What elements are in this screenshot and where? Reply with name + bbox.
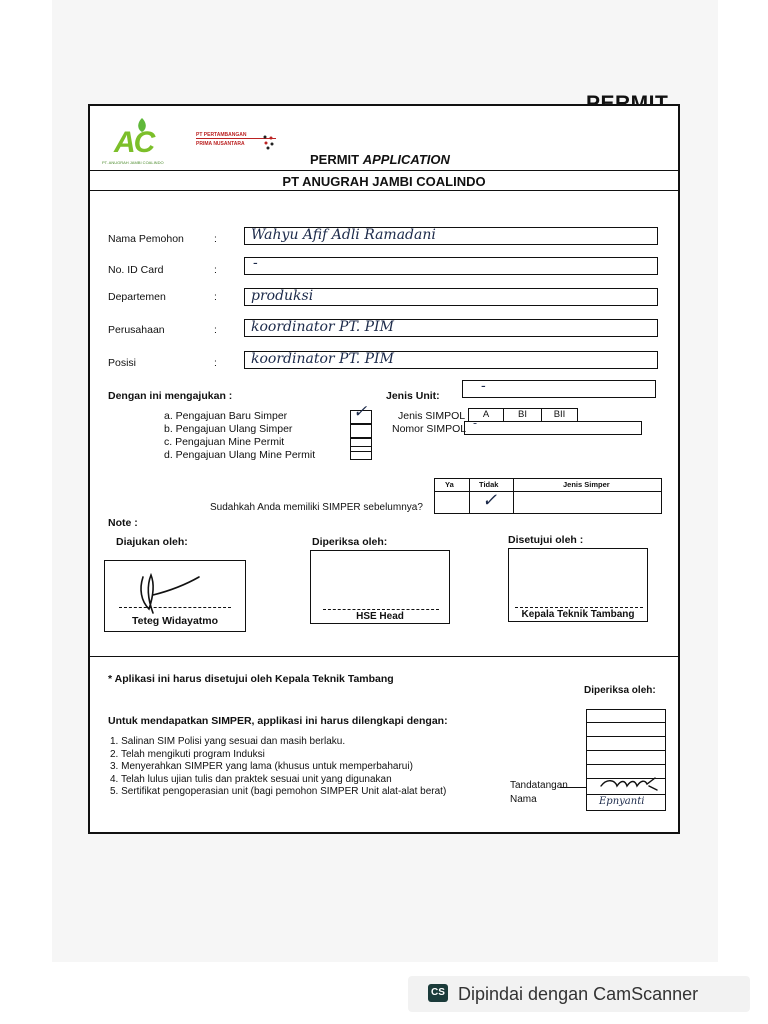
- name-field-label: Nama: [510, 794, 537, 805]
- logo-caption: PT. ANUGRAH JAMBI COALINDO: [102, 160, 164, 165]
- jenis-unit-label: Jenis Unit:: [386, 390, 440, 402]
- footer-divider: [90, 656, 678, 657]
- jenis-simpol-label: Jenis SIMPOL: [398, 410, 466, 422]
- name-label: Nama Pemohon: [108, 233, 184, 245]
- company-logo: [102, 116, 182, 164]
- nomor-simpol-field[interactable]: [464, 416, 642, 435]
- simper-col-jenis: Jenis Simper: [563, 480, 610, 489]
- simper-table: [434, 478, 662, 514]
- simper-question: Sudahkah Anda memiliki SIMPER sebelumnya?: [210, 502, 423, 513]
- requirement-item: 2. Telah mengikuti program Induksi: [110, 748, 265, 760]
- jenis-unit-field[interactable]: [462, 380, 656, 398]
- id-card-label: No. ID Card: [108, 264, 164, 276]
- application-title-suffix: APPLICATION: [362, 152, 450, 167]
- simper-jenis-cell[interactable]: [514, 492, 660, 512]
- simper-ya-cell[interactable]: [436, 492, 468, 512]
- logo-letters: AC: [114, 126, 154, 159]
- company-value: koordinator PT. PIM: [251, 319, 394, 335]
- application-title: [310, 152, 450, 167]
- id-card-colon: :: [214, 264, 217, 276]
- submitter-signature-box[interactable]: [104, 560, 246, 632]
- name-field[interactable]: [244, 227, 658, 245]
- position-label: Posisi: [108, 357, 137, 369]
- simper-col-tidak: Tidak: [479, 480, 499, 489]
- nomor-simpol-value: -: [473, 416, 478, 430]
- approval-note: * Aplikasi ini harus disetujui oleh Kepala Teknik Tambang: [108, 673, 394, 685]
- id-card-value: -: [253, 255, 258, 271]
- option-a-checkbox[interactable]: [350, 402, 372, 424]
- simpol-class-a[interactable]: A: [468, 408, 504, 422]
- partner-logo-line1: PT PERTAMBANGAN: [196, 132, 276, 139]
- header-divider: [90, 170, 678, 171]
- option-d-checkbox[interactable]: [350, 446, 372, 460]
- signature-label: Tandatangan: [510, 780, 568, 791]
- camscanner-text: Dipindai dengan CamScanner: [458, 984, 699, 1004]
- department-colon: :: [214, 291, 217, 303]
- position-value: koordinator PT. PIM: [251, 351, 394, 367]
- position-colon: :: [214, 357, 217, 369]
- id-card-field[interactable]: [244, 257, 658, 275]
- company-field-colon: :: [214, 324, 217, 336]
- checker-name: Epnyanti: [599, 796, 645, 807]
- position-field[interactable]: [244, 351, 658, 369]
- option-c-label: c. Pengajuan Mine Permit: [164, 436, 285, 448]
- company-field[interactable]: [244, 319, 658, 337]
- reviewed-by-heading: Diperiksa oleh:: [312, 536, 388, 548]
- simpol-class-row: [468, 408, 578, 422]
- option-d-label: d. Pengajuan Ulang Mine Permit: [164, 449, 316, 461]
- option-a-label: a. Pengajuan Baru Simper: [164, 410, 288, 422]
- requirement-item: 5. Sertifikat pengoperasian unit (bagi pemohon SIMPER Unit alat-alat berat): [110, 786, 447, 797]
- approver-signature-box[interactable]: [508, 548, 648, 622]
- simper-col-ya: Ya: [445, 480, 454, 489]
- camscanner-badge: [408, 976, 750, 1012]
- requirement-item: 4. Telah lulus ujian tulis dan praktek sesuai unit yang digunakan: [110, 773, 392, 785]
- application-title-prefix: PERMIT: [310, 152, 360, 167]
- company-name: PT ANUGRAH JAMBI COALINDO: [282, 174, 486, 189]
- submitter-name: Teteg Widayatmo: [131, 615, 219, 627]
- checker-table: [586, 709, 666, 811]
- submitter-signature-icon: [129, 567, 209, 617]
- department-label: Departemen: [108, 291, 166, 303]
- reviewer-signature-box[interactable]: [310, 550, 450, 624]
- reviewer-name: HSE Head: [356, 611, 404, 622]
- simper-tidak-cell[interactable]: [470, 492, 512, 512]
- permit-form: [88, 104, 680, 834]
- simper-answer-mark: ✓: [482, 490, 498, 511]
- requirements-list: [110, 736, 446, 799]
- partner-logo-line2: PRIMA NUSANTARA: [196, 141, 245, 147]
- option-b-checkbox[interactable]: [350, 424, 372, 438]
- submitted-by-heading: Diajukan oleh:: [116, 536, 188, 548]
- nomor-simpol-label: Nomor SIMPOL: [392, 423, 467, 435]
- department-value: produksi: [251, 288, 314, 304]
- option-b-label: b. Pengajuan Ulang Simper: [164, 423, 293, 435]
- name-colon: :: [214, 233, 217, 245]
- checked-by-label: Diperiksa oleh:: [584, 685, 656, 696]
- department-field[interactable]: [244, 288, 658, 306]
- simpol-class-bii[interactable]: BII: [542, 408, 578, 422]
- approved-by-heading: Disetujui oleh :: [508, 534, 584, 546]
- checker-signature-icon: [597, 774, 661, 796]
- company-divider: [90, 190, 678, 191]
- partner-logo: [196, 132, 276, 156]
- approver-name: Kepala Teknik Tambang: [521, 609, 635, 620]
- request-heading: Dengan ini mengajukan :: [108, 390, 233, 402]
- jenis-unit-value: -: [481, 378, 486, 394]
- simpol-class-bi[interactable]: BI: [504, 408, 542, 422]
- requirement-item: 1. Salinan SIM Polisi yang sesuai dan masih berlaku.: [110, 736, 346, 747]
- company-field-label: Perusahaan: [108, 324, 165, 336]
- requirement-item: 3. Menyerahkan SIMPER yang lama (khusus untuk memperbaharui): [110, 761, 413, 772]
- camscanner-logo-icon: CS: [428, 984, 448, 1002]
- note-label: Note :: [108, 517, 138, 529]
- requirements-heading: Untuk mendapatkan SIMPER, applikasi ini harus dilengkapi dengan:: [108, 715, 448, 727]
- name-value: Wahyu Afif Adli Ramadani: [251, 227, 436, 243]
- partner-logo-dots-icon: [262, 134, 276, 150]
- option-a-check-mark: ✓: [353, 402, 368, 422]
